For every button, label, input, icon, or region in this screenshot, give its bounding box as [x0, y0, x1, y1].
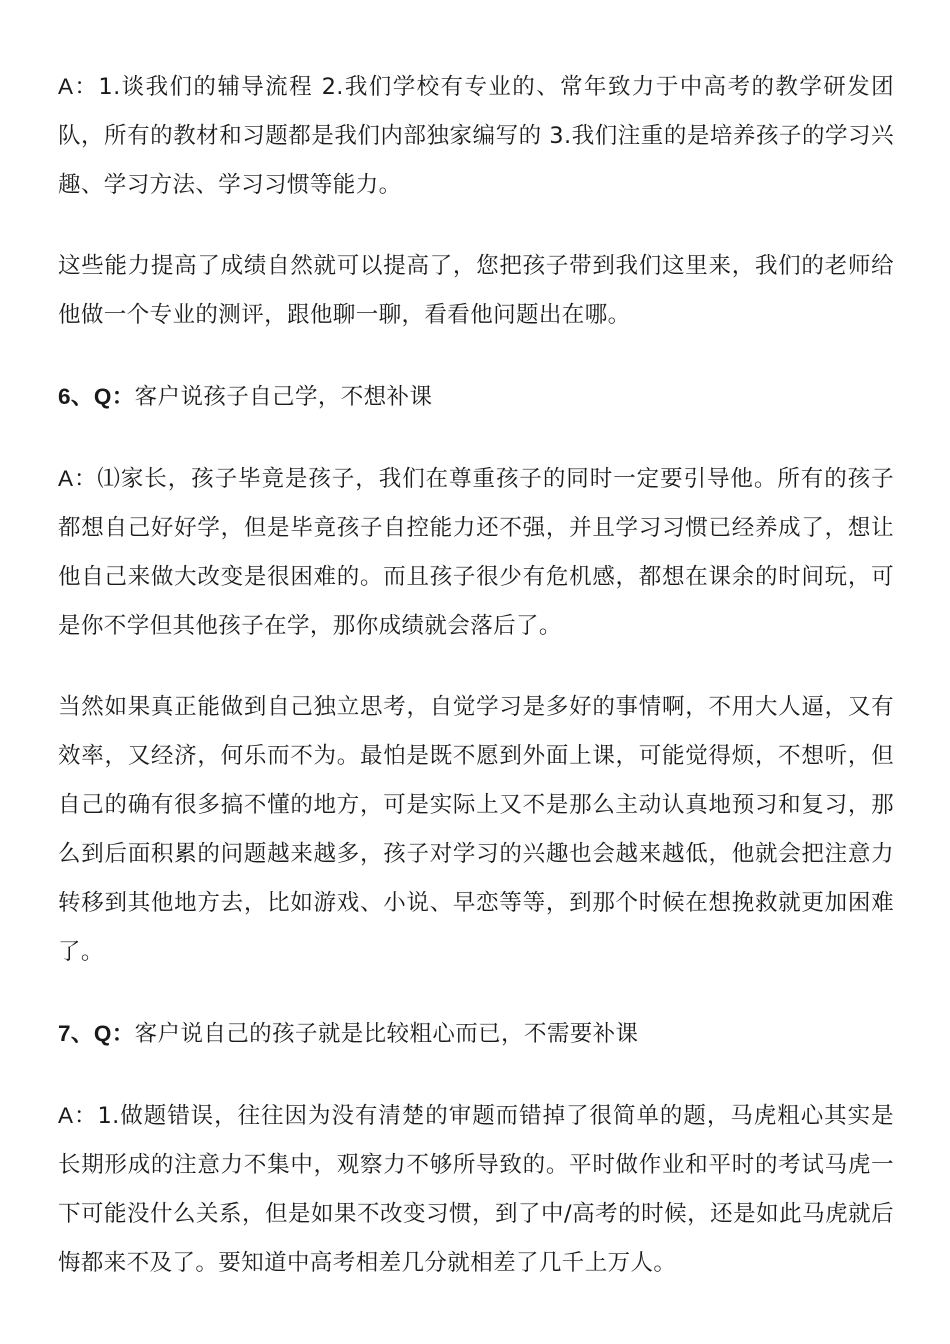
paragraph-text: 这些能力提高了成绩自然就可以提高了，您把孩子带到我们这里来，我们的老师给他做一个专业的测评，跟他聊一聊，看看他问题出在哪。	[58, 253, 894, 328]
body-paragraph	[58, 242, 894, 340]
paragraph-text: 当然如果真正能做到自己独立思考，自觉学习是多好的事情啊，不用大人逼，又有效率，又经济，何乐而不为。最怕是既不愿到外面上课，可能觉得烦，不想听，但自己的确有很多搞不懂的地方，可是实际上又不是那么主动认真地预习和复习，那么到后面积累的问题越来越多，孩子对学习的兴趣也会越来越低，他就会把注意力转移到其他地方去，比如游戏、小说、早恋等等，到那个时候在想挽救就更加困难了。	[58, 694, 894, 965]
answer-paragraph	[58, 62, 894, 210]
answer-label: A：	[58, 1103, 98, 1128]
answer-label: A：	[58, 74, 99, 99]
answer-text: ⑴家长，孩子毕竟是孩子，我们在尊重孩子的同时一定要引导他。所有的孩子都想自己好好学，但是毕竟孩子自控能力还不强，并且学习习惯已经养成了，想让他自己来做大改变是很困难的。而且孩子很少有危机感，都想在课余的时间玩，可是你不学但其他孩子在学，那你成绩就会落后了。	[58, 466, 894, 639]
question-heading	[58, 372, 894, 422]
body-paragraph	[58, 683, 894, 977]
question-label: Q：	[93, 384, 135, 409]
question-label: Q：	[93, 1021, 135, 1046]
answer-paragraph	[58, 454, 894, 651]
question-number: 6、	[58, 384, 94, 409]
document-page	[58, 62, 894, 1288]
question-heading	[58, 1009, 894, 1059]
answer-label: A：	[58, 466, 98, 491]
answer-paragraph	[58, 1091, 894, 1288]
answer-text: 1.做题错误，往往因为没有清楚的审题而错掉了很简单的题，马虎粗心其实是长期形成的注意力不集中，观察力不够所导致的。平时做作业和平时的考试马虎一下可能没什么关系，但是如果不改变习惯，到了中/高考的时候，还是如此马虎就后悔都来不及了。要知道中高考相差几分就相差了几千上万人。	[58, 1103, 894, 1276]
question-number: 7、	[58, 1021, 94, 1046]
question-text: 客户说孩子自己学，不想补课	[134, 384, 433, 410]
question-text: 客户说自己的孩子就是比较粗心而已，不需要补课	[134, 1021, 639, 1047]
answer-text: 1.谈我们的辅导流程 2.我们学校有专业的、常年致力于中高考的教学研发团队，所有的教材和习题都是我们内部独家编写的 3.我们注重的是培养孩子的学习兴趣、学习方法、学习习惯等能力。	[58, 74, 894, 198]
